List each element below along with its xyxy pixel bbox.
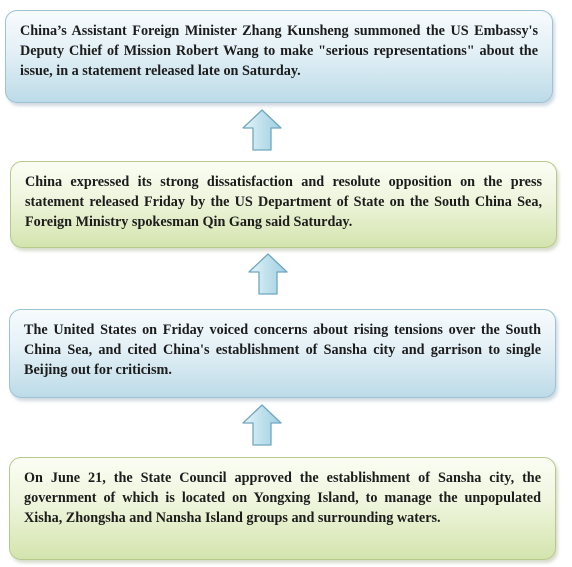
- event-text-3: The United States on Friday voiced concerns about rising tensions over the South China Sea, and cited China's establishment of Sansha city and garrison to single Beijing out for criticism.: [24, 322, 541, 378]
- event-box-top: [5, 10, 553, 103]
- up-arrow-icon: [247, 252, 289, 296]
- event-box-second: [10, 161, 557, 248]
- event-text-1: China’s Assistant Foreign Minister Zhang Kunsheng summoned the US Embassy's Deputy Chief of Mission Robert Wang to make "serious representations" about the issue, in a statement released late on Saturday.: [20, 23, 538, 79]
- event-text-4: On June 21, the State Council approved the establishment of Sansha city, the government of which is located on Yongxing Island, to manage the unpopulated Xisha, Zhongsha and Nansha Island groups and surrounding waters.: [24, 470, 541, 526]
- event-box-third: [9, 309, 556, 398]
- event-text-2: China expressed its strong dissatisfaction and resolute opposition on the press statement released Friday by the US Department of State on the South China Sea, Foreign Ministry spokesman Qin Gang said Saturday.: [25, 174, 542, 230]
- event-box-bottom: [9, 457, 556, 560]
- up-arrow-icon: [241, 108, 283, 152]
- up-arrow-icon: [241, 403, 283, 447]
